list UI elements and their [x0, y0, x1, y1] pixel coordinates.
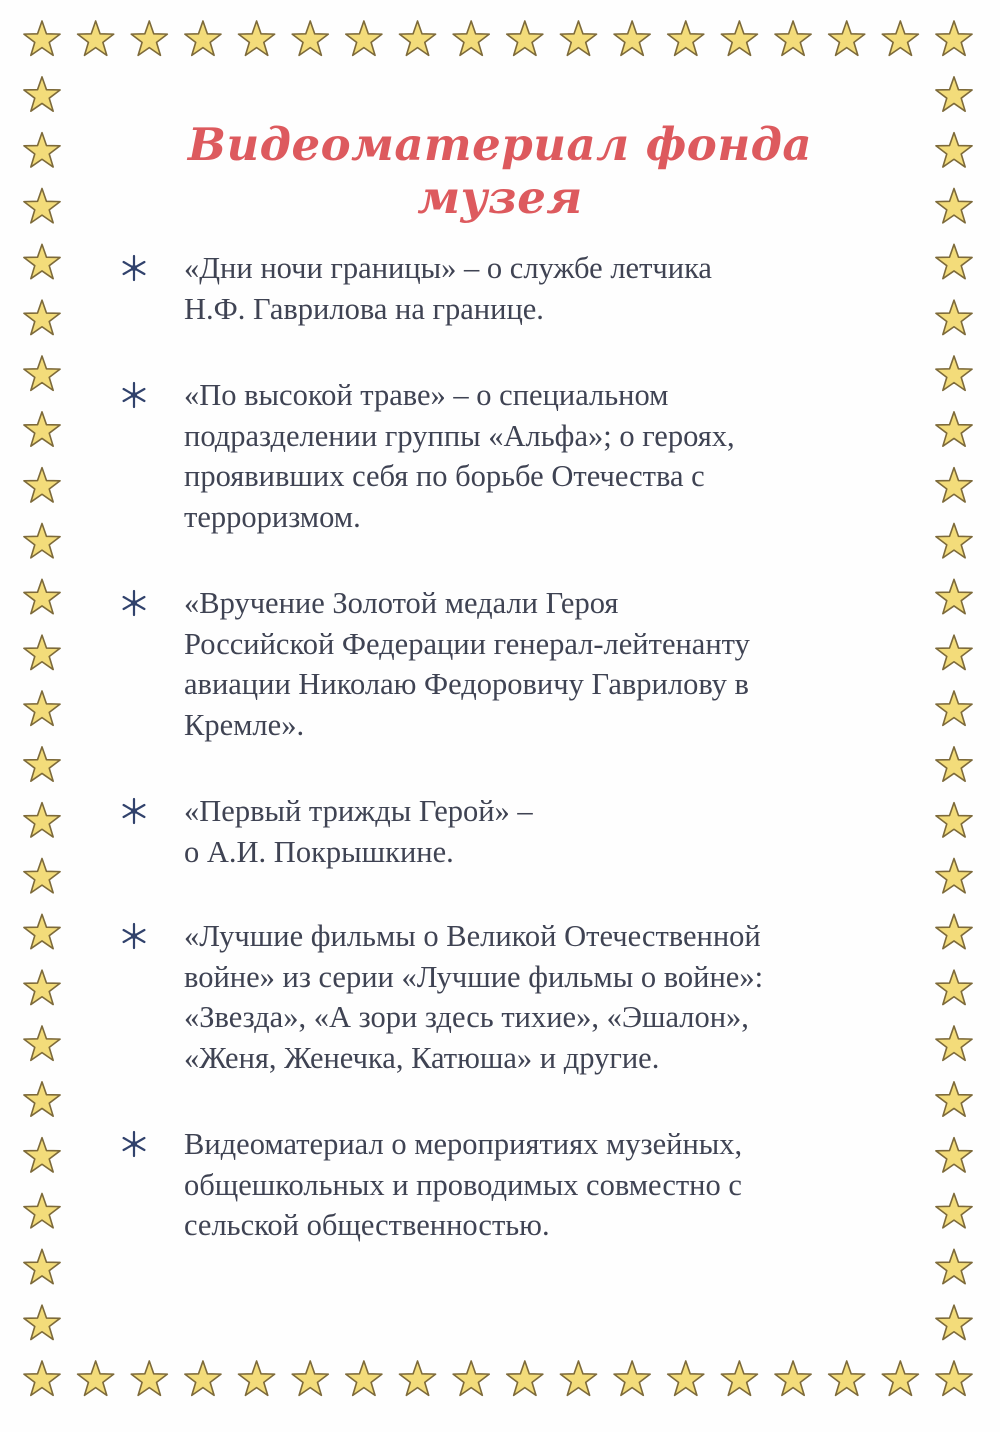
gold-star-icon [185, 21, 221, 55]
gold-star-icon [292, 21, 328, 55]
video-list [120, 248, 880, 1292]
gold-star-icon [936, 356, 972, 390]
gold-star-icon [775, 21, 811, 55]
gold-star-icon [24, 189, 60, 223]
gold-star-icon [936, 1249, 972, 1283]
gold-star-icon [936, 77, 972, 111]
gold-star-icon [936, 970, 972, 1004]
gold-star-icon [24, 412, 60, 446]
gold-star-icon [185, 1361, 221, 1395]
list-item [120, 248, 880, 329]
gold-star-icon [614, 1361, 650, 1395]
gold-star-icon [936, 1138, 972, 1172]
gold-star-icon [24, 1026, 60, 1060]
gold-star-icon [721, 1361, 757, 1395]
list-item [120, 583, 880, 745]
gold-star-icon [399, 21, 435, 55]
gold-star-icon [936, 524, 972, 558]
gold-star-icon [346, 1361, 382, 1395]
item-line: Кремле». [184, 707, 305, 742]
gold-star-icon [936, 747, 972, 781]
gold-star-icon [936, 1361, 972, 1395]
gold-star-icon [453, 21, 489, 55]
list-item [120, 1124, 880, 1246]
gold-star-icon [24, 21, 60, 55]
gold-star-icon [936, 1305, 972, 1339]
gold-star-icon [24, 747, 60, 781]
item-line: терроризмом. [184, 499, 361, 534]
gold-star-icon [668, 1361, 704, 1395]
gold-star-icon [936, 1194, 972, 1228]
item-line: проявивших себя по борьбе Отечества с [184, 459, 705, 493]
gold-star-icon [239, 1361, 275, 1395]
page-title: Видеоматериал фонда музея [187, 118, 813, 224]
gold-star-icon [24, 1361, 60, 1395]
gold-star-icon [399, 1361, 435, 1395]
snowflake-bullet-icon [120, 797, 148, 825]
snowflake-bullet-icon [120, 254, 148, 282]
gold-star-icon [936, 468, 972, 502]
gold-star-icon [24, 244, 60, 278]
gold-star-icon [24, 356, 60, 390]
gold-star-icon [24, 1249, 60, 1283]
gold-star-icon [24, 635, 60, 669]
list-item [120, 375, 880, 537]
item-line: «Лучшие фильмы о Великой Отечественной [184, 919, 761, 953]
gold-star-icon [346, 21, 382, 55]
item-line: общешкольных и проводимых совместно с [184, 1167, 742, 1202]
item-line: «Вручение Золотой медали Героя [184, 586, 619, 620]
snowflake-bullet-icon [120, 922, 148, 950]
gold-star-icon [668, 21, 704, 55]
gold-star-icon [24, 1082, 60, 1116]
gold-star-icon [24, 1194, 60, 1228]
gold-star-icon [936, 133, 972, 167]
item-line: сельской общественностью. [184, 1208, 550, 1242]
item-line: Российской Федерации генерал-лейтенанту [184, 626, 750, 661]
gold-star-icon [507, 1361, 543, 1395]
gold-star-icon [560, 1361, 596, 1395]
gold-star-icon [936, 1082, 972, 1116]
item-line: «Дни ночи границы» – о службе летчика [184, 251, 712, 285]
gold-star-icon [936, 803, 972, 837]
gold-star-icon [936, 300, 972, 334]
gold-star-icon [24, 524, 60, 558]
gold-star-icon [131, 21, 167, 55]
gold-star-icon [24, 803, 60, 837]
gold-star-icon [24, 77, 60, 111]
item-line: Видеоматериал о мероприятиях музейных, [184, 1127, 743, 1161]
gold-star-icon [936, 189, 972, 223]
gold-star-icon [721, 21, 757, 55]
list-item [120, 791, 880, 872]
gold-star-icon [453, 1361, 489, 1395]
item-line: авиации Николаю Федоровичу Гаврилову в [184, 667, 749, 701]
gold-star-icon [936, 244, 972, 278]
item-line: войне» из серии «Лучшие фильмы о войне»: [184, 959, 764, 994]
gold-star-icon [560, 21, 596, 55]
gold-star-icon [936, 635, 972, 669]
gold-star-icon [936, 21, 972, 55]
gold-star-icon [775, 1361, 811, 1395]
gold-star-icon [936, 914, 972, 948]
gold-star-icon [24, 1305, 60, 1339]
gold-star-icon [24, 579, 60, 613]
gold-star-icon [24, 300, 60, 334]
gold-star-icon [829, 1361, 865, 1395]
gold-star-icon [24, 133, 60, 167]
item-line: «Первый трижды Герой» – [184, 794, 533, 828]
gold-star-icon [882, 21, 918, 55]
item-line: «По высокой траве» – о специальном [184, 378, 669, 412]
snowflake-bullet-icon [120, 589, 148, 617]
gold-star-icon [24, 914, 60, 948]
item-line: «Женя, Женечка, Катюша» и другие. [184, 1040, 660, 1075]
gold-star-icon [24, 468, 60, 502]
gold-star-icon [24, 970, 60, 1004]
gold-star-icon [78, 21, 114, 55]
gold-star-icon [614, 21, 650, 55]
item-line: «Звезда», «А зори здесь тихие», «Эшалон», [184, 1000, 749, 1034]
gold-star-icon [882, 1361, 918, 1395]
snowflake-bullet-icon [120, 381, 148, 409]
gold-star-icon [239, 21, 275, 55]
gold-star-icon [936, 579, 972, 613]
gold-star-icon [829, 21, 865, 55]
gold-star-icon [24, 1138, 60, 1172]
gold-star-icon [936, 412, 972, 446]
gold-star-icon [936, 859, 972, 893]
gold-star-icon [292, 1361, 328, 1395]
item-line: о А.И. Покрышкине. [184, 834, 454, 869]
item-line: подразделении группы «Альфа»; о героях, [184, 418, 735, 453]
gold-star-icon [24, 691, 60, 725]
gold-star-icon [78, 1361, 114, 1395]
gold-star-icon [936, 691, 972, 725]
gold-star-icon [131, 1361, 167, 1395]
snowflake-bullet-icon [120, 1130, 148, 1158]
list-item [120, 916, 880, 1078]
gold-star-icon [24, 859, 60, 893]
gold-star-icon [936, 1026, 972, 1060]
gold-star-icon [507, 21, 543, 55]
item-line: Н.Ф. Гаврилова на границе. [184, 291, 544, 326]
